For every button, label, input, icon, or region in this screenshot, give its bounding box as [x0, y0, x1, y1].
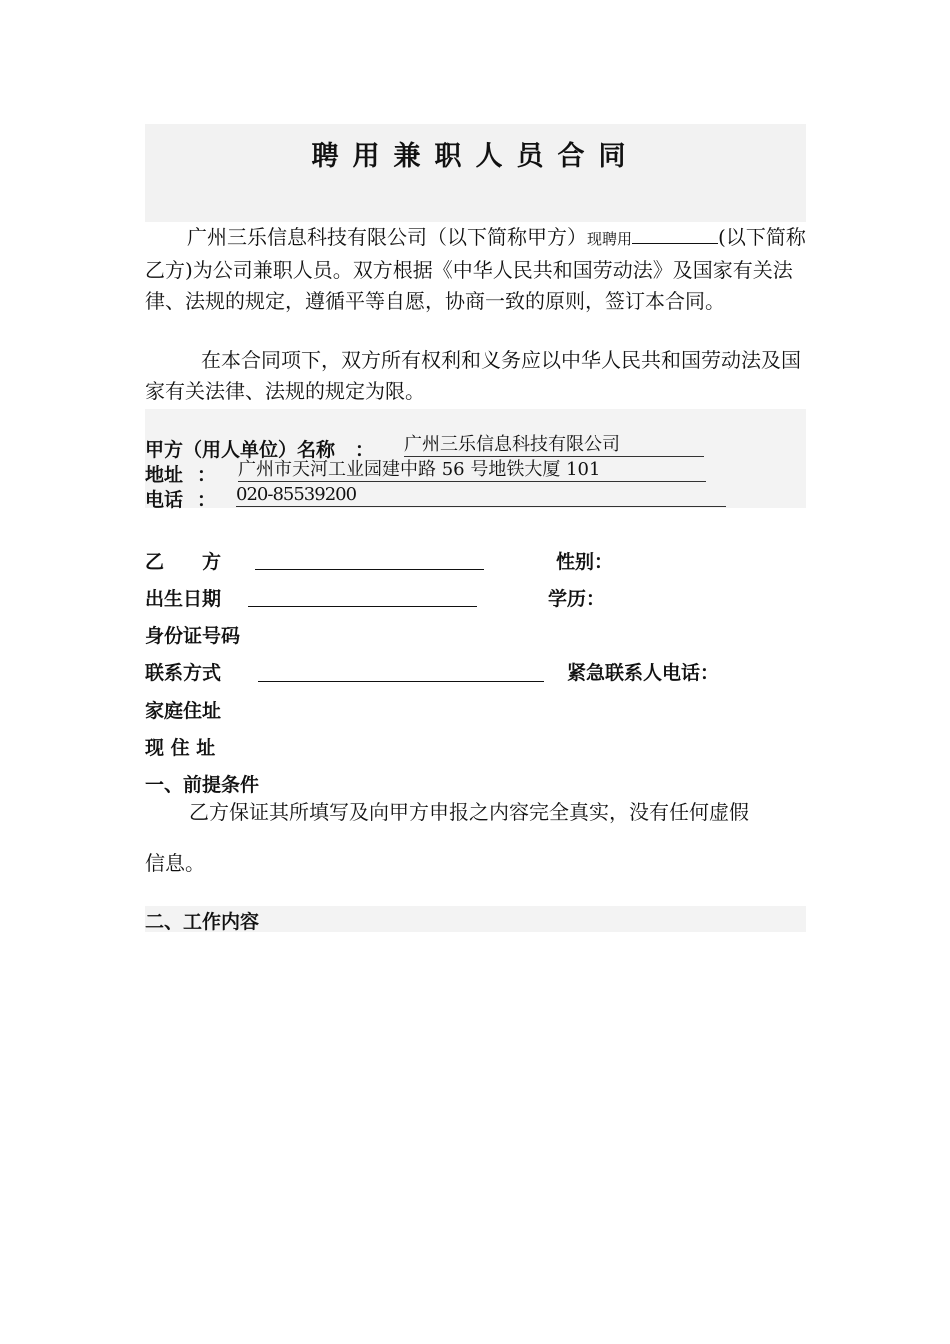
- document-title: 聘用兼职人员合同: [311, 141, 640, 172]
- section-2-title: 二、工作内容: [145, 911, 260, 933]
- party-b-name-line[interactable]: [255, 568, 484, 570]
- party-b-label: 乙 方: [145, 551, 222, 573]
- title-block: [145, 124, 806, 222]
- birth-date-label: 出生日期: [145, 588, 222, 610]
- current-address-label: 现 住 址: [145, 737, 216, 759]
- intro-text-2: (以下简称乙方)为公司兼职人员。双方根据《中华人民共和国劳动法》及国家有关法律、法规的规定，遵循平等自愿，协商一致的原则，签订本合同。: [145, 225, 806, 313]
- intro-paragraph-1: [145, 222, 807, 317]
- party-a-address-label: 地址 ：: [145, 464, 217, 486]
- section-1-title: 一、前提条件: [145, 774, 260, 796]
- party-a-block: [145, 409, 806, 511]
- employee-name-blank[interactable]: [632, 225, 718, 244]
- birth-date-line[interactable]: [248, 605, 477, 607]
- contact-line[interactable]: [258, 680, 544, 682]
- section-1-body-cont: 信息。: [145, 851, 205, 875]
- intro-text-1: 广州三乐信息科技有限公司（以下简称甲方）: [187, 225, 587, 249]
- id-number-label: 身份证号码: [145, 625, 241, 647]
- intro-paragraph-2: 在本合同项下，双方所有权利和义务应以中华人民共和国劳动法及国家有关法律、法规的规定为限。: [145, 348, 801, 403]
- contact-label: 联系方式: [145, 662, 222, 684]
- party-a-phone-value: 020-85539200: [236, 484, 726, 507]
- intro-text-hire: 现聘用: [587, 230, 633, 248]
- section-1-body: 乙方保证其所填写及向甲方申报之内容完全真实，没有任何虚假: [189, 800, 749, 824]
- party-a-address-value: 广州市天河工业园建中路 56 号地铁大厦 101: [238, 459, 706, 482]
- party-a-name-label: 甲方（用人单位）名称 ：: [145, 439, 375, 461]
- party-a-phone-label: 电话 ：: [145, 489, 217, 511]
- education-label: 学历：: [548, 588, 606, 610]
- emergency-contact-label: 紧急联系人电话：: [567, 662, 720, 684]
- home-address-label: 家庭住址: [145, 700, 222, 722]
- party-a-name-value: 广州三乐信息科技有限公司: [404, 434, 704, 457]
- gender-label: 性别：: [556, 551, 614, 573]
